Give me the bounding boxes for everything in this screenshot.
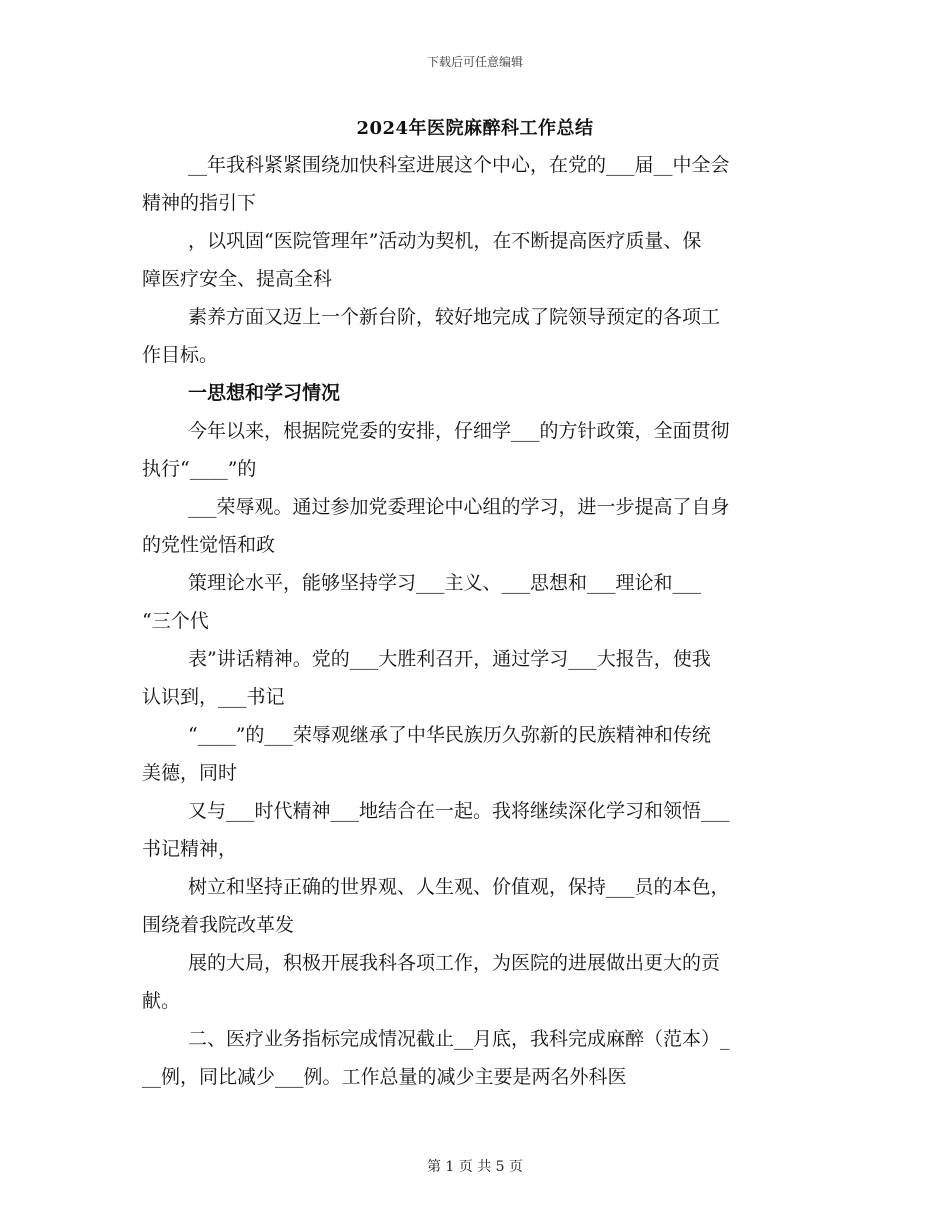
body-line: 围绕着我院改革发: [142, 914, 295, 936]
body-line: 美德，同时: [142, 762, 238, 784]
body-line: 作目标。: [142, 344, 219, 366]
body-line: 素养方面又迈上一个新台阶，较好地完成了院领导预定的各项工: [188, 306, 721, 328]
document-body: [142, 146, 812, 1096]
body-line: ，以巩固“医院管理年”活动为契机，在不断提高医疗质量、保: [188, 230, 702, 252]
body-line: 树立和坚持正确的世界观、人生观、价值观，保持___员的本色，: [188, 876, 730, 898]
body-line: 献。: [142, 990, 181, 1012]
body-line: 的党性觉悟和政: [142, 534, 276, 556]
body-line: 策理论水平，能够坚持学习___主义、___思想和___理论和___: [188, 572, 702, 594]
body-line: “____”的___荣辱观继承了中华民族历久弥新的民族精神和传统: [188, 724, 711, 746]
body-line: 表”讲话精神。党的___大胜利召开，通过学习___大报告，使我: [188, 648, 711, 670]
body-line: 书记精神，: [142, 838, 238, 860]
body-line: 又与___时代精神___地结合在一起。我将继续深化学习和领悟___: [188, 800, 730, 822]
body-line: 二、医疗业务指标完成情况截止__月底，我科完成麻醉（范本）_: [188, 1028, 730, 1050]
body-line: __年我科紧紧围绕加快科室进展这个中心，在党的___届__中全会: [188, 154, 730, 176]
body-line: ___荣辱观。通过参加党委理论中心组的学习，进一步提高了自身: [188, 496, 730, 518]
header-note: 下载后可任意编辑: [426, 55, 523, 69]
body-line: 今年以来，根据院党委的安排，仔细学___的方针政策，全面贯彻: [188, 420, 730, 442]
body-line: “三个代: [142, 610, 209, 632]
body-line: 展的大局，积极开展我科各项工作，为医院的进展做出更大的贡: [188, 952, 721, 974]
body-line: 认识到，___书记: [142, 686, 285, 708]
body-line: 障医疗安全、提高全科: [142, 268, 333, 290]
page-footer: 第 1 页 共 5 页: [426, 1159, 524, 1175]
body-line: 执行“____”的: [142, 458, 257, 480]
document-title: 2024年医院麻醉科工作总结: [356, 118, 594, 139]
body-line: __例，同比减少___例。工作总量的减少主要是两名外科医: [142, 1066, 627, 1088]
section-heading: 一思想和学习情况: [188, 382, 341, 404]
body-line: 精神的指引下: [142, 192, 257, 214]
